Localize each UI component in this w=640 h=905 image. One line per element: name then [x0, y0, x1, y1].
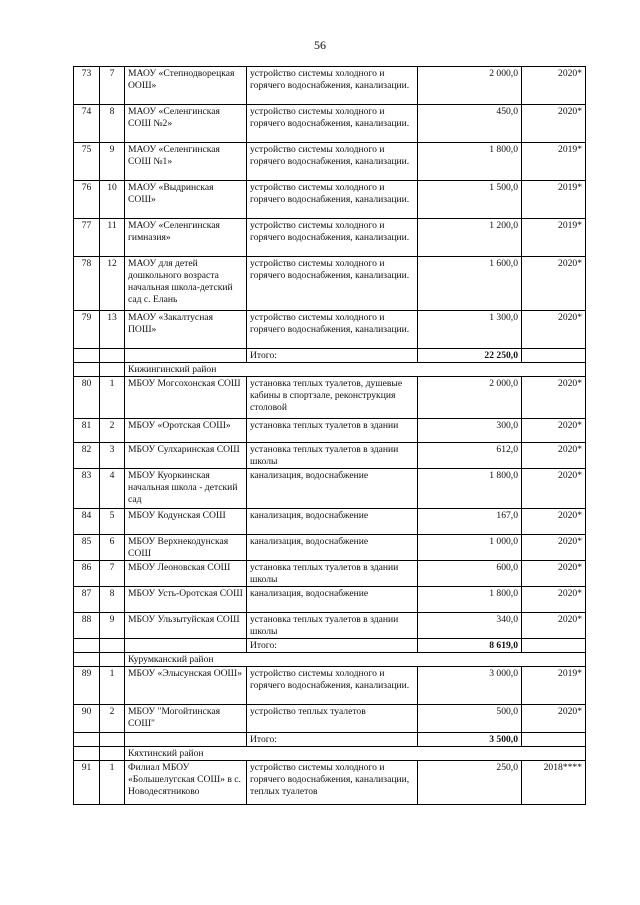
amount: 600,0	[418, 561, 522, 587]
school-name: МАОУ «Селенгинская гимназия»	[125, 219, 247, 257]
district-name: Курумканский район	[125, 653, 586, 667]
amount: 2 000,0	[418, 67, 522, 105]
school-name: МБОУ Верхнекодунская СОШ	[125, 535, 247, 561]
district-row	[74, 747, 586, 761]
work-description: устройство системы холодного и горячего водоснабжения, канализации.	[247, 667, 418, 705]
row-index: 7	[100, 67, 125, 105]
work-description: установка теплых туалетов в здании школы	[247, 561, 418, 587]
amount: 250,0	[418, 761, 522, 805]
table-row	[74, 705, 586, 733]
amount: 1 000,0	[418, 535, 522, 561]
empty-cell	[100, 349, 125, 363]
page-number: 56	[314, 38, 326, 52]
amount: 1 800,0	[418, 587, 522, 613]
year: 2020*	[522, 613, 586, 639]
year: 2020*	[522, 419, 586, 443]
empty-cell	[74, 733, 100, 747]
work-description: устройство системы холодного и горячего водоснабжения, канализации, теплых туалетов	[247, 761, 418, 805]
work-description: установка теплых туалетов в здании школы	[247, 613, 418, 639]
school-name: МБОУ «Элысунская ООШ»	[125, 667, 247, 705]
table-row	[74, 219, 586, 257]
total-amount: 22 250,0	[418, 349, 522, 363]
empty-cell	[125, 639, 247, 653]
amount: 3 000,0	[418, 667, 522, 705]
amount: 612,0	[418, 443, 522, 469]
row-number: 86	[74, 561, 100, 587]
row-number: 87	[74, 587, 100, 613]
year: 2020*	[522, 443, 586, 469]
year: 2018****	[522, 761, 586, 805]
row-number: 81	[74, 419, 100, 443]
work-description: канализация, водоснабжение	[247, 587, 418, 613]
table-row	[74, 469, 586, 509]
row-index: 2	[100, 419, 125, 443]
amount: 1 800,0	[418, 469, 522, 509]
row-number: 76	[74, 181, 100, 219]
amount: 340,0	[418, 613, 522, 639]
school-name: МБОУ Ульзытуйская СОШ	[125, 613, 247, 639]
row-index: 3	[100, 443, 125, 469]
row-number: 80	[74, 377, 100, 419]
funding-table	[73, 66, 586, 805]
total-row	[74, 639, 586, 653]
school-name: МАОУ «Селенгинская СОШ №1»	[125, 143, 247, 181]
total-row	[74, 349, 586, 363]
district-name: Кижингинский район	[125, 363, 586, 377]
row-index: 8	[100, 105, 125, 143]
row-number: 78	[74, 257, 100, 311]
year: 2020*	[522, 257, 586, 311]
empty-cell	[74, 747, 100, 761]
row-index: 8	[100, 587, 125, 613]
district-row	[74, 363, 586, 377]
school-name: МБОУ Куоркинская начальная школа - детский сад	[125, 469, 247, 509]
work-description: установка теплых туалетов в здании школы	[247, 443, 418, 469]
school-name: МАОУ «Закалтусная ПОШ»	[125, 311, 247, 349]
year: 2019*	[522, 181, 586, 219]
year: 2020*	[522, 587, 586, 613]
row-index: 1	[100, 667, 125, 705]
total-amount: 3 500,0	[418, 733, 522, 747]
total-label: Итого:	[247, 349, 418, 363]
row-index: 11	[100, 219, 125, 257]
year: 2020*	[522, 105, 586, 143]
year: 2019*	[522, 219, 586, 257]
amount: 1 800,0	[418, 143, 522, 181]
table-row	[74, 535, 586, 561]
year: 2020*	[522, 469, 586, 509]
empty-cell	[100, 639, 125, 653]
row-index: 4	[100, 469, 125, 509]
amount: 300,0	[418, 419, 522, 443]
empty-cell	[74, 363, 100, 377]
work-description: устройство системы холодного и горячего водоснабжения, канализации.	[247, 181, 418, 219]
empty-cell	[100, 747, 125, 761]
total-label: Итого:	[247, 733, 418, 747]
work-description: устройство системы холодного и горячего водоснабжения, канализации.	[247, 143, 418, 181]
amount: 167,0	[418, 509, 522, 535]
empty-cell	[522, 639, 586, 653]
row-index: 1	[100, 761, 125, 805]
amount: 1 200,0	[418, 219, 522, 257]
table-row	[74, 561, 586, 587]
amount: 1 300,0	[418, 311, 522, 349]
work-description: устройство системы холодного и горячего водоснабжения, канализации.	[247, 311, 418, 349]
row-index: 1	[100, 377, 125, 419]
school-name: МБОУ Усть-Оротская СОШ	[125, 587, 247, 613]
work-description: устройство системы холодного и горячего водоснабжения, канализации.	[247, 219, 418, 257]
school-name: МАОУ «Степнодворецкая ООШ»	[125, 67, 247, 105]
row-number: 88	[74, 613, 100, 639]
school-name: МБОУ «Оротская СОШ»	[125, 419, 247, 443]
row-number: 90	[74, 705, 100, 733]
row-number: 77	[74, 219, 100, 257]
school-name: МАОУ для детей дошкольного возраста начальная школа-детский сад с. Елань	[125, 257, 247, 311]
work-description: установка теплых туалетов, душевые кабины в спортзале, реконструкция столовой	[247, 377, 418, 419]
amount: 1 500,0	[418, 181, 522, 219]
amount: 450,0	[418, 105, 522, 143]
row-number: 83	[74, 469, 100, 509]
row-number: 75	[74, 143, 100, 181]
district-name: Кяхтинский район	[125, 747, 586, 761]
work-description: канализация, водоснабжение	[247, 535, 418, 561]
table-row	[74, 509, 586, 535]
row-number: 91	[74, 761, 100, 805]
row-number: 79	[74, 311, 100, 349]
table-row	[74, 667, 586, 705]
table-row	[74, 377, 586, 419]
work-description: канализация, водоснабжение	[247, 469, 418, 509]
total-label: Итого:	[247, 639, 418, 653]
year: 2020*	[522, 535, 586, 561]
amount: 2 000,0	[418, 377, 522, 419]
total-row	[74, 733, 586, 747]
row-number: 85	[74, 535, 100, 561]
year: 2020*	[522, 705, 586, 733]
year: 2020*	[522, 67, 586, 105]
school-name: МБОУ Леоновская СОШ	[125, 561, 247, 587]
row-index: 7	[100, 561, 125, 587]
amount: 1 600,0	[418, 257, 522, 311]
school-name: МБОУ "Могойтинская СОШ"	[125, 705, 247, 733]
school-name: МАОУ «Выдринская СОШ»	[125, 181, 247, 219]
row-index: 12	[100, 257, 125, 311]
empty-cell	[125, 733, 247, 747]
school-name: МБОУ Кодунская СОШ	[125, 509, 247, 535]
table-row	[74, 311, 586, 349]
year: 2020*	[522, 509, 586, 535]
school-name: Филиал МБОУ «Большелугская СОШ» в с. Новодесятниково	[125, 761, 247, 805]
school-name: МБОУ Сулхаринская СОШ	[125, 443, 247, 469]
row-index: 9	[100, 143, 125, 181]
row-number: 89	[74, 667, 100, 705]
work-description: устройство системы холодного и горячего водоснабжения, канализации.	[247, 105, 418, 143]
total-amount: 8 619,0	[418, 639, 522, 653]
work-description: канализация, водоснабжение	[247, 509, 418, 535]
year: 2019*	[522, 667, 586, 705]
year: 2020*	[522, 561, 586, 587]
work-description: установка теплых туалетов в здании	[247, 419, 418, 443]
empty-cell	[74, 639, 100, 653]
row-index: 13	[100, 311, 125, 349]
empty-cell	[74, 349, 100, 363]
row-number: 73	[74, 67, 100, 105]
table-row	[74, 587, 586, 613]
school-name: МАОУ «Селенгинская СОШ №2»	[125, 105, 247, 143]
work-description: устройство теплых туалетов	[247, 705, 418, 733]
empty-cell	[100, 733, 125, 747]
empty-cell	[522, 733, 586, 747]
row-number: 74	[74, 105, 100, 143]
year: 2020*	[522, 377, 586, 419]
table-row	[74, 257, 586, 311]
table-row	[74, 67, 586, 105]
row-index: 9	[100, 613, 125, 639]
row-index: 10	[100, 181, 125, 219]
empty-cell	[100, 653, 125, 667]
table-row	[74, 613, 586, 639]
table-row	[74, 143, 586, 181]
table-row	[74, 761, 586, 805]
work-description: устройство системы холодного и горячего водоснабжения, канализации.	[247, 257, 418, 311]
row-number: 84	[74, 509, 100, 535]
year: 2019*	[522, 143, 586, 181]
work-description: устройство системы холодного и горячего водоснабжения, канализации.	[247, 67, 418, 105]
row-index: 6	[100, 535, 125, 561]
empty-cell	[522, 349, 586, 363]
table-row	[74, 419, 586, 443]
row-number: 82	[74, 443, 100, 469]
district-row	[74, 653, 586, 667]
empty-cell	[125, 349, 247, 363]
empty-cell	[100, 363, 125, 377]
table-row	[74, 181, 586, 219]
school-name: МБОУ Могсохонская СОШ	[125, 377, 247, 419]
row-index: 2	[100, 705, 125, 733]
table-row	[74, 105, 586, 143]
row-index: 5	[100, 509, 125, 535]
table-row	[74, 443, 586, 469]
empty-cell	[74, 653, 100, 667]
amount: 500,0	[418, 705, 522, 733]
year: 2020*	[522, 311, 586, 349]
